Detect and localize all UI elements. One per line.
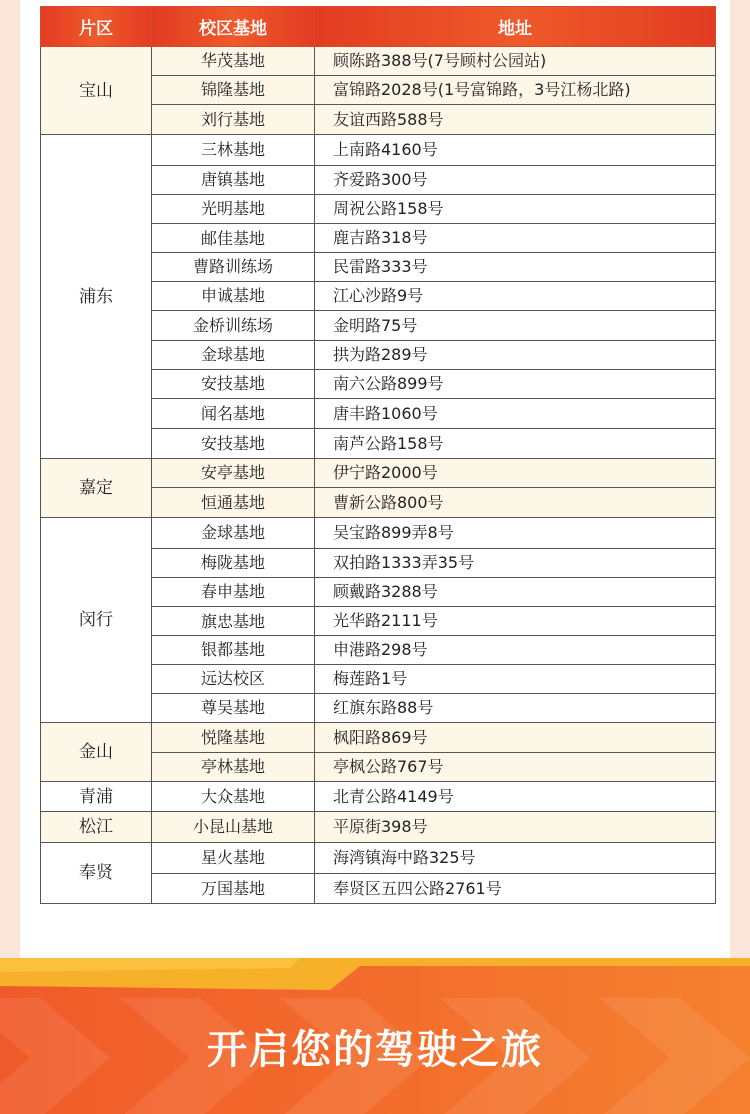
campus-cell: 远达校区 <box>152 665 315 694</box>
address-cell: 双拍路1333弄35号 <box>315 549 716 578</box>
table-row <box>41 723 716 753</box>
campus-cell: 小昆山基地 <box>152 812 315 843</box>
district-cell: 嘉定 <box>41 459 152 518</box>
table-row <box>41 843 716 874</box>
campus-cell: 安亭基地 <box>152 459 315 488</box>
address-cell: 齐爱路300号 <box>315 166 716 195</box>
address-cell: 吴宝路899弄8号 <box>315 518 716 549</box>
campus-cell: 银都基地 <box>152 636 315 665</box>
campus-cell: 星火基地 <box>152 843 315 874</box>
campus-cell: 金桥训练场 <box>152 311 315 341</box>
campus-cell: 悦隆基地 <box>152 723 315 753</box>
address-cell: 金明路75号 <box>315 311 716 341</box>
address-cell: 平原街398号 <box>315 812 716 843</box>
table-row <box>41 812 716 843</box>
address-cell: 亭枫公路767号 <box>315 753 716 782</box>
address-cell: 南六公路899号 <box>315 370 716 399</box>
table-row <box>41 47 716 76</box>
address-cell: 上南路4160号 <box>315 135 716 166</box>
campus-cell: 金球基地 <box>152 341 315 370</box>
campus-cell: 闻名基地 <box>152 399 315 429</box>
campus-cell: 金球基地 <box>152 518 315 549</box>
table-body <box>41 47 716 904</box>
campus-cell: 安技基地 <box>152 370 315 399</box>
address-cell: 民雷路333号 <box>315 253 716 282</box>
campus-cell: 唐镇基地 <box>152 166 315 195</box>
table-row <box>41 782 716 812</box>
table-row <box>41 518 716 549</box>
address-cell: 友谊西路588号 <box>315 105 716 135</box>
header-district: 片区 <box>41 7 152 47</box>
banner-slogan: 开启您的驾驶之旅 <box>207 1027 543 1073</box>
address-cell: 曹新公路800号 <box>315 488 716 518</box>
district-cell: 青浦 <box>41 782 152 812</box>
campus-cell: 万国基地 <box>152 874 315 904</box>
address-cell: 鹿吉路318号 <box>315 224 716 253</box>
district-cell: 松江 <box>41 812 152 843</box>
district-cell: 闵行 <box>41 518 152 723</box>
district-cell: 浦东 <box>41 135 152 459</box>
address-cell: 周祝公路158号 <box>315 195 716 224</box>
campus-cell: 大众基地 <box>152 782 315 812</box>
address-cell: 北青公路4149号 <box>315 782 716 812</box>
table-header-row <box>41 7 716 47</box>
campus-cell: 刘行基地 <box>152 105 315 135</box>
campus-cell: 邮佳基地 <box>152 224 315 253</box>
campus-cell: 锦隆基地 <box>152 76 315 105</box>
address-cell: 拱为路289号 <box>315 341 716 370</box>
header-campus: 校区基地 <box>152 7 315 47</box>
district-cell: 金山 <box>41 723 152 782</box>
address-cell: 江心沙路9号 <box>315 282 716 311</box>
address-cell: 枫阳路869号 <box>315 723 716 753</box>
table-row <box>41 459 716 488</box>
district-cell: 奉贤 <box>41 843 152 904</box>
address-cell: 梅莲路1号 <box>315 665 716 694</box>
campus-cell: 华茂基地 <box>152 47 315 76</box>
campus-cell: 申诚基地 <box>152 282 315 311</box>
address-cell: 唐丰路1060号 <box>315 399 716 429</box>
address-cell: 海湾镇海中路325号 <box>315 843 716 874</box>
address-cell: 伊宁路2000号 <box>315 459 716 488</box>
campus-cell: 光明基地 <box>152 195 315 224</box>
campus-cell: 梅陇基地 <box>152 549 315 578</box>
campus-cell: 春申基地 <box>152 578 315 607</box>
address-cell: 顾戴路3288号 <box>315 578 716 607</box>
address-cell: 申港路298号 <box>315 636 716 665</box>
campus-cell: 亭林基地 <box>152 753 315 782</box>
address-cell: 南芦公路158号 <box>315 429 716 459</box>
address-cell: 光华路2111号 <box>315 607 716 636</box>
campus-cell: 尊吴基地 <box>152 694 315 723</box>
campus-cell: 旗忠基地 <box>152 607 315 636</box>
campus-cell: 安技基地 <box>152 429 315 459</box>
header-address: 地址 <box>315 7 716 47</box>
campus-cell: 三林基地 <box>152 135 315 166</box>
campus-cell: 曹路训练场 <box>152 253 315 282</box>
address-cell: 富锦路2028号(1号富锦路，3号江杨北路) <box>315 76 716 105</box>
address-cell: 顾陈路388号(7号顾村公园站) <box>315 47 716 76</box>
table-row <box>41 135 716 166</box>
address-cell: 红旗东路88号 <box>315 694 716 723</box>
campus-cell: 恒通基地 <box>152 488 315 518</box>
address-cell: 奉贤区五四公路2761号 <box>315 874 716 904</box>
campus-table <box>40 6 716 904</box>
district-cell: 宝山 <box>41 47 152 135</box>
